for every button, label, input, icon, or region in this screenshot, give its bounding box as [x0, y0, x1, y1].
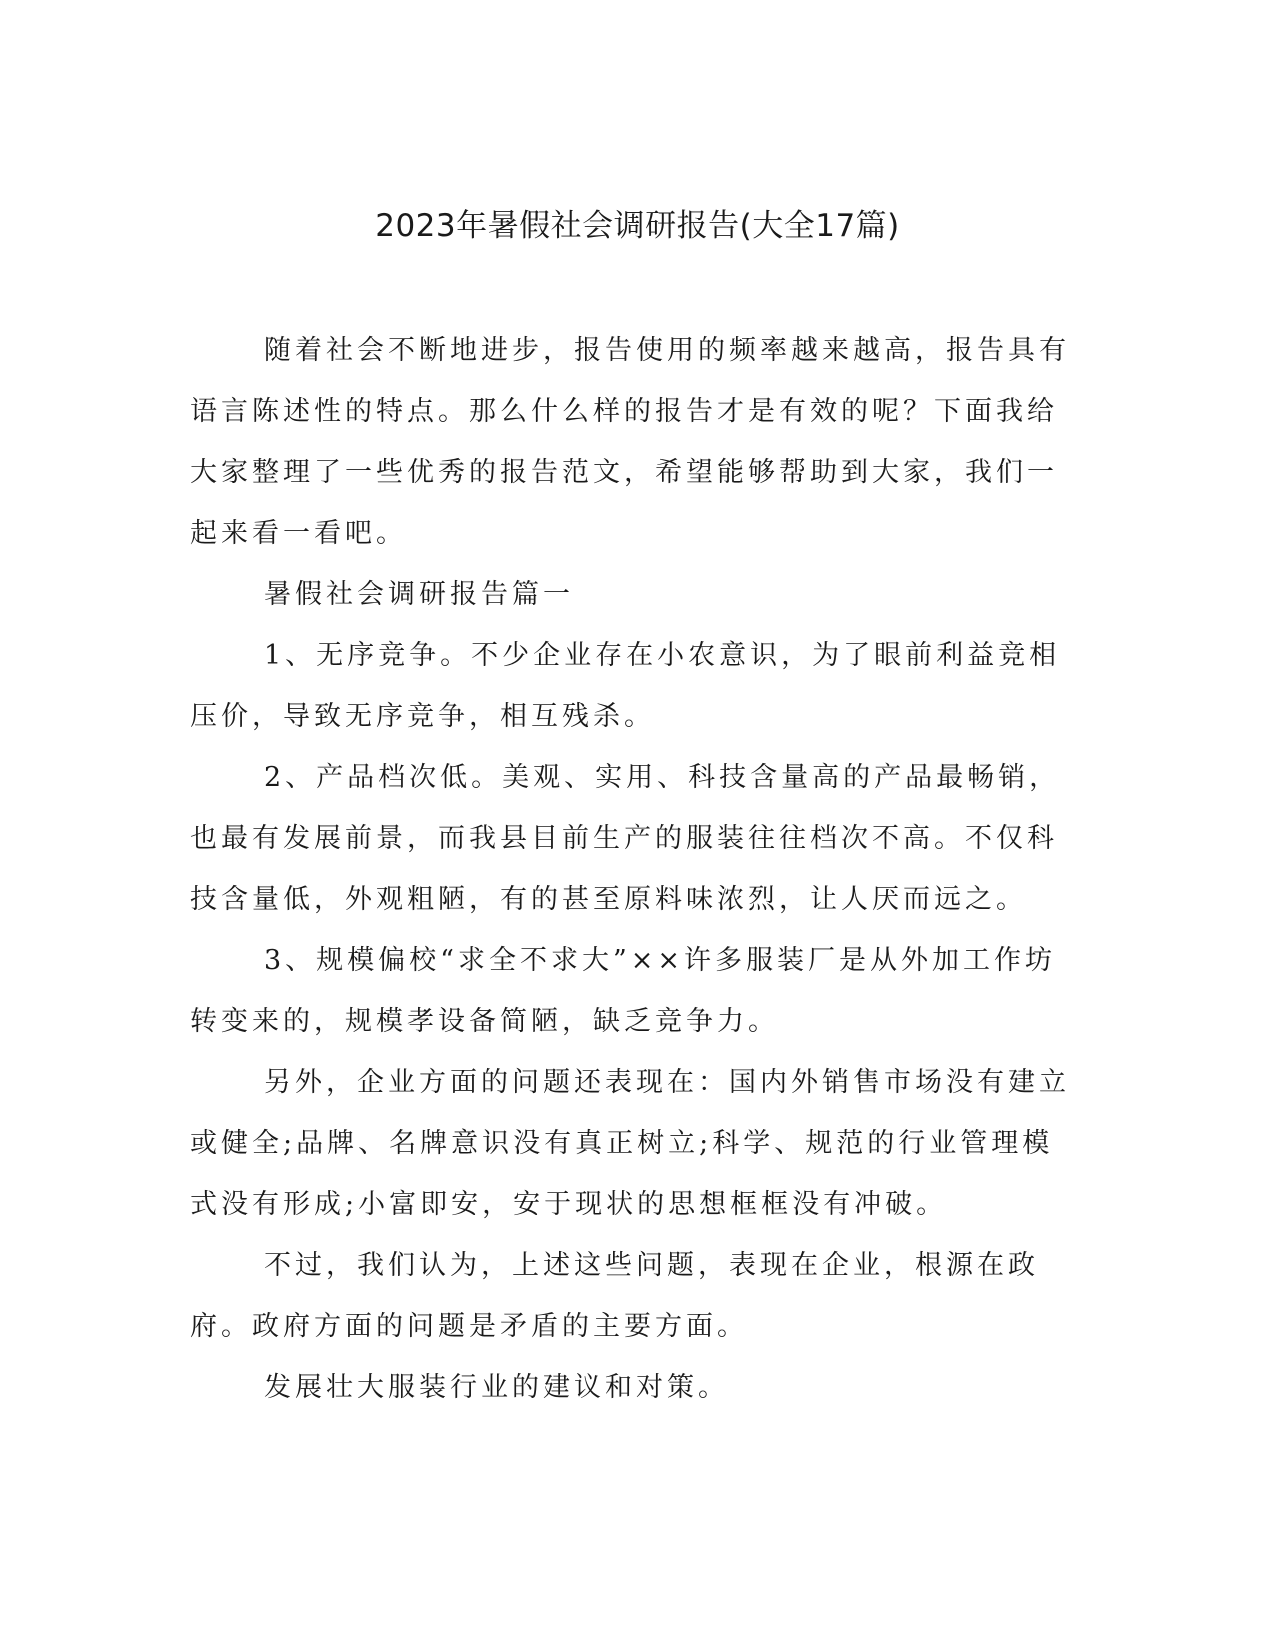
document-body	[190, 320, 1070, 1418]
paragraph-6: 发展壮大服装行业的建议和对策。	[264, 1372, 729, 1403]
paragraph-1: 1、无序竞争。不少企业存在小农意识，为了眼前利益竞相压价，导致无序竞争，相互残杀。	[190, 640, 1061, 732]
paragraph-2: 2、产品档次低。美观、实用、科技含量高的产品最畅销，也最有发展前景，而我县目前生产的服装往往档次不高。不仅科技含量低，外观粗陋，有的甚至原料味浓烈，让人厌而远之。	[190, 762, 1061, 915]
section-heading: 暑假社会调研报告篇一	[264, 579, 574, 610]
intro-paragraph: 随着社会不断地进步，报告使用的频率越来越高，报告具有语言陈述性的特点。那么什么样的报告才是有效的呢？下面我给大家整理了一些优秀的报告范文，希望能够帮助到大家，我们一起来看一看吧。	[190, 335, 1070, 549]
paragraph-4: 另外，企业方面的问题还表现在：国内外销售市场没有建立或健全;品牌、名牌意识没有真正树立;科学、规范的行业管理模式没有形成;小富即安，安于现状的思想框框没有冲破。	[190, 1067, 1070, 1220]
paragraph-5: 不过，我们认为，上述这些问题，表现在企业，根源在政府。政府方面的问题是矛盾的主要方面。	[190, 1250, 1039, 1342]
paragraph-3: 3、规模偏校“求全不求大”××许多服装厂是从外加工作坊转变来的，规模孝设备简陋，缺乏竞争力。	[190, 945, 1057, 1037]
document-title: 2023年暑假社会调研报告(大全17篇)	[375, 208, 900, 244]
